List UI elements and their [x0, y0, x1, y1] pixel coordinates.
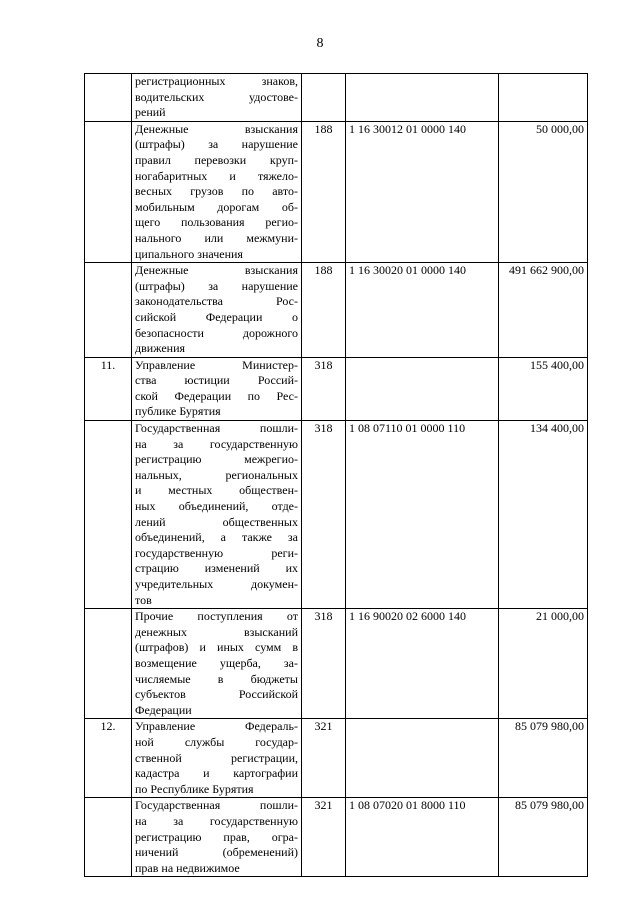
revenue-name-line: мобильным дорогам об- — [135, 199, 298, 214]
revenue-name-cell — [132, 121, 302, 262]
revenue-name-line: Федерации — [135, 702, 192, 717]
amount-cell: 50 000,00 — [499, 121, 588, 262]
revenue-name-line: страцию изменений их — [135, 561, 298, 576]
revenue-name-line: щего пользования регио- — [135, 215, 298, 230]
budget-revenue-table — [84, 73, 588, 877]
page-number: 8 — [316, 36, 324, 51]
table-row — [85, 719, 588, 798]
revenue-name-line: (штрафов) и иных сумм в — [135, 640, 298, 655]
revenue-name-line: ничений (обременений) — [135, 845, 298, 860]
revenue-name-line: ногабаритных и тяжело- — [135, 168, 298, 183]
classification-code-cell: 1 08 07110 01 0000 110 — [346, 421, 499, 609]
classification-code-cell: 1 16 90020 02 6000 140 — [346, 609, 499, 719]
table-row — [85, 357, 588, 420]
amount-cell: 134 400,00 — [499, 421, 588, 609]
revenue-name-line: ципального значения — [135, 246, 243, 261]
admin-code-cell: 318 — [302, 421, 346, 609]
admin-code-cell: 188 — [302, 263, 346, 358]
admin-code-cell: 321 — [302, 798, 346, 877]
revenue-name-line: ской Федерации по Рес- — [135, 388, 298, 403]
revenue-name-line: государственную реги- — [135, 545, 298, 560]
revenue-name-line: сийской Федерации о — [135, 309, 298, 324]
revenue-name-cell — [132, 263, 302, 358]
revenue-name-line: ной службы государ- — [135, 734, 298, 749]
revenue-name-line: по Республике Бурятия — [135, 781, 254, 796]
row-number-cell — [85, 263, 132, 358]
revenue-name-line: субъектов Российской — [135, 687, 298, 702]
admin-code-cell — [302, 74, 346, 122]
revenue-name-line: Денежные взыскания — [135, 263, 298, 278]
revenue-name-line: и местных обществен- — [135, 483, 298, 498]
revenue-name-line: ных объединений, отде- — [135, 499, 298, 514]
revenue-name-line: весных грузов по авто- — [135, 184, 298, 199]
revenue-name-line: регистрацию межрегио- — [135, 452, 298, 467]
revenue-name-line: Государственная пошли- — [135, 798, 298, 813]
revenue-name-line: числяемые в бюджеты — [135, 671, 298, 686]
revenue-name-line: публике Бурятия — [135, 404, 221, 419]
revenue-name-line: Государственная пошли- — [135, 421, 298, 436]
revenue-name-line: рений — [135, 105, 166, 120]
revenue-name-line: учредительных докумен- — [135, 577, 298, 591]
revenue-name-line: денежных взысканий — [135, 624, 298, 639]
classification-code-cell — [346, 719, 499, 798]
revenue-name-line: на за государственную — [135, 436, 298, 451]
amount-cell: 155 400,00 — [499, 357, 588, 420]
revenue-name-line: объединений, а также за — [135, 530, 298, 545]
revenue-name-line: тов — [135, 592, 152, 607]
classification-code-cell: 1 16 30020 01 0000 140 — [346, 263, 499, 358]
table-row — [85, 74, 588, 122]
row-number-cell — [85, 421, 132, 609]
revenue-name-line: ственной регистрации, — [135, 750, 298, 765]
table-row — [85, 798, 588, 877]
revenue-name-cell — [132, 421, 302, 609]
revenue-name-line: прав на недвижимое — [135, 860, 240, 875]
revenue-name-line: ства юстиции Россий- — [135, 373, 298, 388]
revenue-name-line: безопасности дорожного — [135, 325, 298, 340]
row-number-cell — [85, 798, 132, 877]
revenue-name-line: (штрафы) за нарушение — [135, 137, 298, 152]
classification-code-cell — [346, 357, 499, 420]
revenue-name-line: правил перевозки круп- — [135, 152, 298, 167]
admin-code-cell: 188 — [302, 121, 346, 262]
revenue-name-line: движения — [135, 341, 186, 356]
revenue-name-cell — [132, 357, 302, 420]
revenue-name-line: законодательства Рос- — [135, 294, 298, 309]
classification-code-cell: 1 08 07020 01 8000 110 — [346, 798, 499, 877]
revenue-name-line: кадастра и картографии — [135, 766, 298, 781]
table-row — [85, 421, 588, 609]
revenue-name-line: Денежные взыскания — [135, 121, 298, 136]
revenue-name-line: регистрацию прав, огра- — [135, 829, 298, 844]
revenue-name-line: Прочие поступления от — [135, 609, 298, 624]
table-body — [85, 74, 588, 877]
revenue-name-line: возмещение ущерба, за- — [135, 655, 298, 670]
revenue-name-line: регистрационных знаков, — [135, 74, 298, 88]
admin-code-cell: 321 — [302, 719, 346, 798]
revenue-name-cell — [132, 798, 302, 877]
amount-cell — [499, 74, 588, 122]
amount-cell: 21 000,00 — [499, 609, 588, 719]
revenue-name-line: (штрафы) за нарушение — [135, 278, 298, 293]
classification-code-cell — [346, 74, 499, 122]
revenue-name-line: лений общественных — [135, 514, 298, 529]
row-number-cell: 12. — [85, 719, 132, 798]
revenue-name-line: Управление Министер- — [135, 357, 298, 372]
revenue-name-cell — [132, 719, 302, 798]
revenue-name-cell — [132, 74, 302, 122]
amount-cell: 491 662 900,00 — [499, 263, 588, 358]
revenue-name-line: Управление Федераль- — [135, 719, 298, 734]
revenue-name-cell — [132, 609, 302, 719]
revenue-name-line: нального или межмуни- — [135, 230, 298, 245]
amount-cell: 85 079 980,00 — [499, 798, 588, 877]
table-row — [85, 609, 588, 719]
classification-code-cell: 1 16 30012 01 0000 140 — [346, 121, 499, 262]
admin-code-cell: 318 — [302, 357, 346, 420]
row-number-cell — [85, 609, 132, 719]
revenue-name-line: нальных, региональных — [135, 467, 298, 482]
table-row — [85, 263, 588, 358]
revenue-name-line: водительских удостове- — [135, 89, 298, 104]
table-row — [85, 121, 588, 262]
amount-cell: 85 079 980,00 — [499, 719, 588, 798]
admin-code-cell: 318 — [302, 609, 346, 719]
row-number-cell: 11. — [85, 357, 132, 420]
row-number-cell — [85, 121, 132, 262]
row-number-cell — [85, 74, 132, 122]
revenue-name-line: на за государственную — [135, 813, 298, 828]
